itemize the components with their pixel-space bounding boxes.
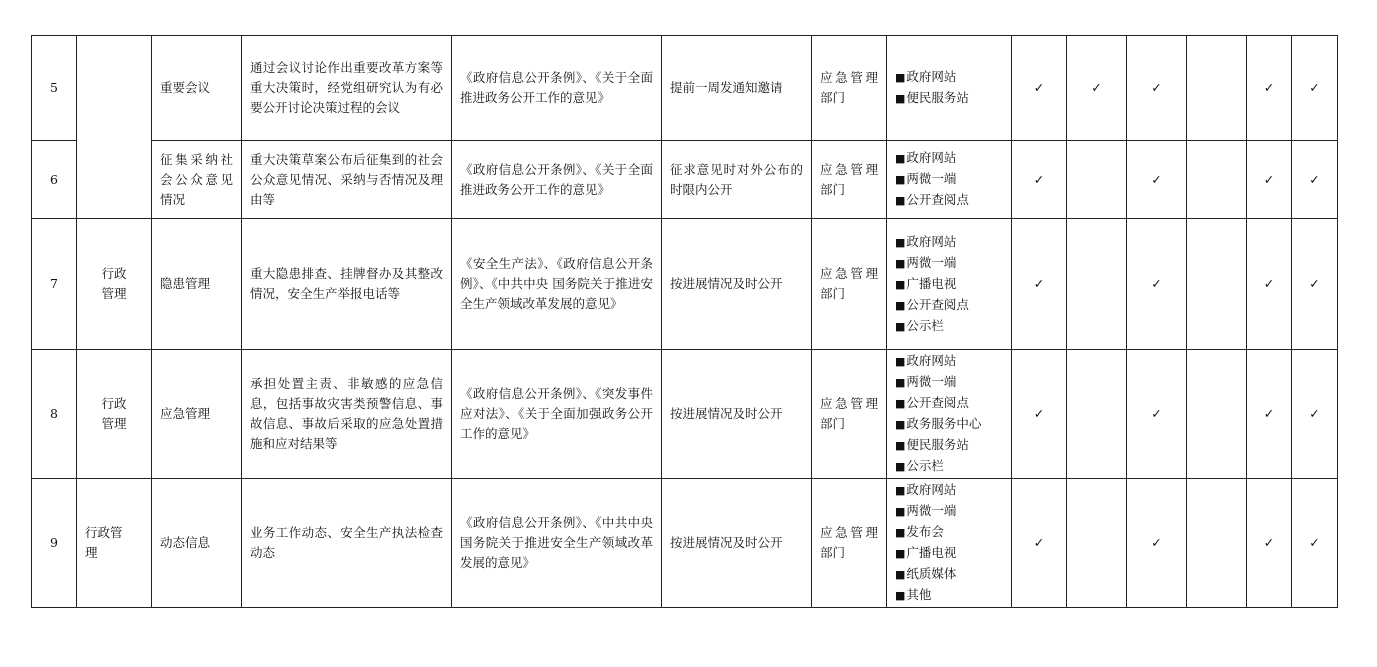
disclosure-channels (887, 350, 1012, 479)
row-number: 5 (32, 36, 77, 141)
check-mark: ✓ (1247, 36, 1292, 141)
legal-basis: 《政府信息公开条例》、《中共中央 国务院关于推进安全生产领域改革发展的意见》 (452, 479, 662, 608)
legal-basis: 《安全生产法》、《政府信息公开条例》、《中共中央 国务院关于推进安全生产领域改革发展的意见》 (452, 219, 662, 350)
square-bullet-icon: ■ (895, 526, 906, 539)
check-mark (1067, 141, 1127, 219)
responsible-department: 应急管理部门 (812, 350, 887, 479)
row-number: 9 (32, 479, 77, 608)
square-bullet-icon: ■ (895, 173, 906, 186)
channel-item: ■政府网站 (895, 69, 957, 84)
check-mark (1187, 219, 1247, 350)
channel-item: ■政府网站 (895, 353, 957, 368)
square-bullet-icon: ■ (895, 484, 906, 497)
content-description: 重大隐患排查、挂牌督办及其整改情况，安全生产举报电话等 (242, 219, 452, 350)
category-cell: 行政管 理 (77, 479, 152, 608)
content-description: 通过会议讨论作出重要改革方案等重大决策时，经党组研究认为有必要公开讨论决策过程的会议 (242, 36, 452, 141)
channel-item: ■公开查阅点 (895, 296, 969, 312)
content-description: 业务工作动态、安全生产执法检查动态 (242, 479, 452, 608)
category-cell (77, 36, 152, 219)
check-mark (1187, 36, 1247, 141)
square-bullet-icon: ■ (895, 589, 906, 602)
check-mark: ✓ (1247, 219, 1292, 350)
disclosure-timing: 提前一周发通知邀请 (662, 36, 812, 141)
channel-item: ■两微一端 (895, 171, 957, 186)
check-mark: ✓ (1247, 350, 1292, 479)
check-mark: ✓ (1247, 479, 1292, 608)
channel-item: ■两微一端 (895, 254, 957, 270)
disclosure-channels (887, 141, 1012, 219)
check-mark (1067, 350, 1127, 479)
square-bullet-icon: ■ (895, 439, 906, 452)
square-bullet-icon: ■ (895, 235, 906, 249)
check-mark: ✓ (1012, 141, 1067, 219)
square-bullet-icon: ■ (895, 92, 906, 105)
channel-item: ■政务服务中心 (895, 416, 982, 431)
channel-item: ■公开查阅点 (895, 192, 969, 207)
square-bullet-icon: ■ (895, 277, 906, 291)
check-mark (1187, 350, 1247, 479)
square-bullet-icon: ■ (895, 71, 906, 84)
check-mark: ✓ (1127, 350, 1187, 479)
channel-item: ■便民服务站 (895, 90, 969, 105)
disclosure-channels (887, 36, 1012, 141)
square-bullet-icon: ■ (895, 505, 906, 518)
table-row (32, 36, 1338, 141)
disclosure-timing: 按进展情况及时公开 (662, 350, 812, 479)
channel-item: ■两微一端 (895, 374, 957, 389)
channel-item: ■其他 (895, 587, 932, 602)
disclosure-channels (887, 479, 1012, 608)
disclosure-timing: 按进展情况及时公开 (662, 219, 812, 350)
channel-item: ■公示栏 (895, 458, 944, 473)
square-bullet-icon: ■ (895, 319, 906, 333)
square-bullet-icon: ■ (895, 152, 906, 165)
row-number: 8 (32, 350, 77, 479)
square-bullet-icon: ■ (895, 460, 906, 473)
table-row (32, 141, 1338, 219)
channel-item: ■政府网站 (895, 150, 957, 165)
check-mark: ✓ (1247, 141, 1292, 219)
channel-item: ■公开查阅点 (895, 395, 969, 410)
legal-basis: 《政府信息公开条例》、《突发事件应对法》、《关于全面加强政务公开工作的意见》 (452, 350, 662, 479)
responsible-department: 应急管理部门 (812, 219, 887, 350)
square-bullet-icon: ■ (895, 256, 906, 270)
check-mark: ✓ (1292, 36, 1338, 141)
channel-item: ■发布会 (895, 524, 944, 539)
channel-item: ■广播电视 (895, 275, 957, 291)
check-mark: ✓ (1292, 219, 1338, 350)
check-mark: ✓ (1067, 36, 1127, 141)
item-name: 征集采纳社会公众意见情况 (152, 141, 242, 219)
row-number: 6 (32, 141, 77, 219)
category-cell: 行政 管理 (77, 350, 152, 479)
check-mark: ✓ (1292, 479, 1338, 608)
responsible-department: 应急管理部门 (812, 36, 887, 141)
item-name: 动态信息 (152, 479, 242, 608)
channel-item: ■广播电视 (895, 545, 957, 560)
channel-item: ■两微一端 (895, 503, 957, 518)
check-mark (1067, 479, 1127, 608)
item-name: 隐患管理 (152, 219, 242, 350)
responsible-department: 应急管理部门 (812, 479, 887, 608)
square-bullet-icon: ■ (895, 547, 906, 560)
legal-basis: 《政府信息公开条例》、《关于全面推进政务公开工作的意见》 (452, 141, 662, 219)
square-bullet-icon: ■ (895, 298, 906, 312)
check-mark: ✓ (1127, 219, 1187, 350)
square-bullet-icon: ■ (895, 397, 906, 410)
disclosure-table (31, 35, 1338, 608)
channel-item: ■便民服务站 (895, 437, 969, 452)
check-mark: ✓ (1127, 36, 1187, 141)
square-bullet-icon: ■ (895, 418, 906, 431)
channel-item: ■公示栏 (895, 317, 944, 333)
table-row (32, 479, 1338, 608)
content-description: 重大决策草案公布后征集到的社会公众意见情况、采纳与否情况及理由等 (242, 141, 452, 219)
responsible-department: 应急管理部门 (812, 141, 887, 219)
category-cell: 行政 管理 (77, 219, 152, 350)
disclosure-timing: 征求意见时对外公布的时限内公开 (662, 141, 812, 219)
check-mark: ✓ (1292, 350, 1338, 479)
check-mark: ✓ (1292, 141, 1338, 219)
channel-item: ■政府网站 (895, 482, 957, 497)
channel-item: ■纸质媒体 (895, 566, 957, 581)
disclosure-timing: 按进展情况及时公开 (662, 479, 812, 608)
square-bullet-icon: ■ (895, 194, 906, 207)
item-name: 重要会议 (152, 36, 242, 141)
square-bullet-icon: ■ (895, 568, 906, 581)
row-number: 7 (32, 219, 77, 350)
check-mark (1067, 219, 1127, 350)
check-mark (1187, 141, 1247, 219)
check-mark: ✓ (1127, 479, 1187, 608)
check-mark (1187, 479, 1247, 608)
disclosure-channels (887, 219, 1012, 350)
table-row (32, 219, 1338, 350)
legal-basis: 《政府信息公开条例》、《关于全面推进政务公开工作的意见》 (452, 36, 662, 141)
table-row (32, 350, 1338, 479)
check-mark: ✓ (1127, 141, 1187, 219)
check-mark: ✓ (1012, 350, 1067, 479)
channel-item: ■政府网站 (895, 233, 957, 249)
check-mark: ✓ (1012, 36, 1067, 141)
check-mark: ✓ (1012, 219, 1067, 350)
content-description: 承担处置主责、非敏感的应急信息，包括事故灾害类预警信息、事故信息、事故后采取的应急处置措施和应对结果等 (242, 350, 452, 479)
square-bullet-icon: ■ (895, 376, 906, 389)
check-mark: ✓ (1012, 479, 1067, 608)
item-name: 应急管理 (152, 350, 242, 479)
square-bullet-icon: ■ (895, 355, 906, 368)
